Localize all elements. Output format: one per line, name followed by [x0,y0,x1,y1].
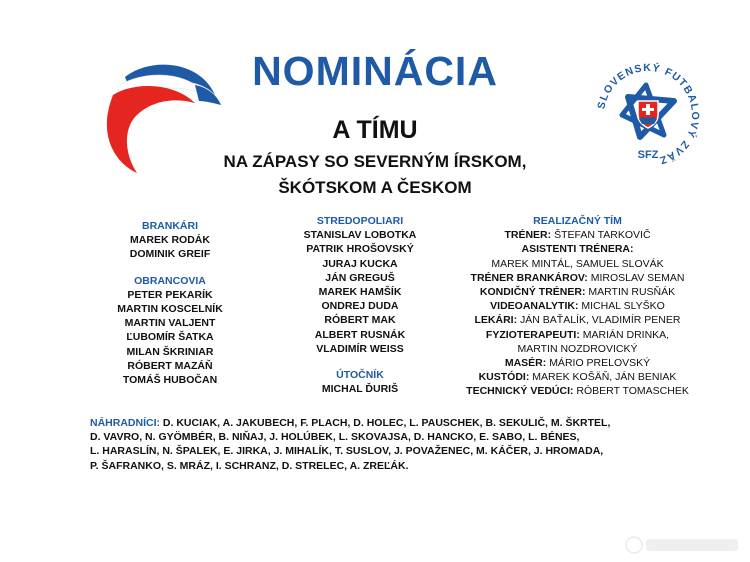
substitutes-label: NÁHRADNÍCI: [90,417,160,429]
player-name: RÓBERT MAK [324,314,396,327]
player-name: MILAN ŠKRINIAR [126,345,214,358]
player-name: TOMÁŠ HUBOČAN [122,374,218,387]
player-name: PETER PEKARÍK [127,288,213,301]
emblem-abbr: SFZ [637,149,659,161]
staff-row-physio-2: MARTIN NOZDROVICKÝ [517,342,638,355]
player-name: MAREK RODÁK [130,234,210,247]
player-name: MARTIN VALJENT [124,317,216,330]
column-staff [455,214,700,399]
player-name: ONDREJ DUDA [321,300,399,313]
substitutes-line: NÁHRADNÍCI: D. KUCIAK, A. JAKUBECH, F. PLACH, D. HOLEC, L. PAUSCHEK, B. SEKULIČ, M. ŠKRTEL, [90,417,611,429]
staff-row-kit: KUSTÓDI: MAREK KOŠÄŇ, JÁN BENIAK [478,371,677,384]
defenders-heading: OBRANCOVIA [134,274,206,287]
forwards-heading: ÚTOČNÍK [336,369,384,382]
staff-row-doctors: LEKÁRI: JÁN BAŤALÍK, VLADIMÍR PENER [474,314,681,327]
matches-line-2: ŠKÓTSKOM A ČESKOM [278,178,472,197]
player-name: MARTIN KOSCELNÍK [117,303,223,316]
staff-heading: REALIZAČNÝ TÍM [533,215,622,227]
staff-row-tech: TECHNICKÝ VEDÚCI: RÓBERT TOMASCHEK [466,385,689,398]
staff-row-video: VIDEOANALYTIK: MICHAL SLYŠKO [490,300,665,313]
player-name: JÁN GREGUŠ [325,271,395,284]
midfielders-heading: STREDOPOLIARI [316,215,404,227]
substitutes-line: P. ŠAFRANKO, S. MRÁZ, I. SCHRANZ, D. STRELEC, A. ZREĽÁK. [90,459,409,472]
player-name: DOMINIK GREIF [129,248,211,261]
matches-line-1: NA ZÁPASY SO SEVERNÝM ÍRSKOM, [223,152,527,171]
team-subtitle: A TÍMU [332,116,418,144]
page-title: NOMINÁCIA [252,48,498,94]
player-name: MICHAL ĎURIŠ [321,383,399,396]
column-goalkeepers-defenders [95,219,245,387]
goalkeepers-heading: BRANKÁRI [142,220,198,232]
watermark-icon [624,534,744,556]
substitutes-line: L. HARASLÍN, N. ŠPALEK, E. JIRKA, J. MIHALÍK, T. SUSLOV, J. POVAŽENEC, M. KÁČER, J. HROMADA, [90,445,604,458]
player-name: PATRIK HROŠOVSKÝ [306,243,414,256]
staff-row-fitness: KONDIČNÝ TRÉNER: MARTIN RUSŇÁK [479,286,676,299]
column-midfielders-forwards [280,214,440,396]
sfz-emblem-logo [588,55,708,173]
staff-row-masseur: MASÉR: MÁRIO PRELOVSKÝ [504,357,651,370]
staff-row-gk-coach: TRÉNER BRANKÁROV: MIROSLAV SEMAN [470,271,685,284]
staff-row-assistants: MAREK MINTÁL, SAMUEL SLOVÁK [491,257,664,270]
player-name: VLADIMÍR WEISS [316,342,404,355]
player-name: JURAJ KUCKA [322,257,398,270]
emblem-ring-text: SLOVENSKÝ FUTBALOVÝ ZVÄZ [595,61,702,167]
substitutes-block [90,416,710,473]
staff-row-physio: FYZIOTERAPEUTI: MARIÁN DRINKA, [485,328,670,341]
staff-row-assistants-label: ASISTENTI TRÉNERA: [521,243,634,256]
substitutes-line: D. VAVRO, N. GYÖMBÉR, B. NIŇAJ, J. HOLÚBEK, L. SKOVAJSA, D. HANCKO, E. SABO, L. BÉNES, [90,431,580,444]
player-name: MAREK HAMŠÍK [318,286,402,299]
player-name: ALBERT RUSNÁK [314,328,406,341]
player-name: RÓBERT MAZÁŇ [127,359,213,372]
staff-row-coach: TRÉNER: ŠTEFAN TARKOVIČ [504,229,651,242]
player-name: STANISLAV LOBOTKA [303,229,417,242]
player-name: ĽUBOMÍR ŠATKA [126,331,214,344]
